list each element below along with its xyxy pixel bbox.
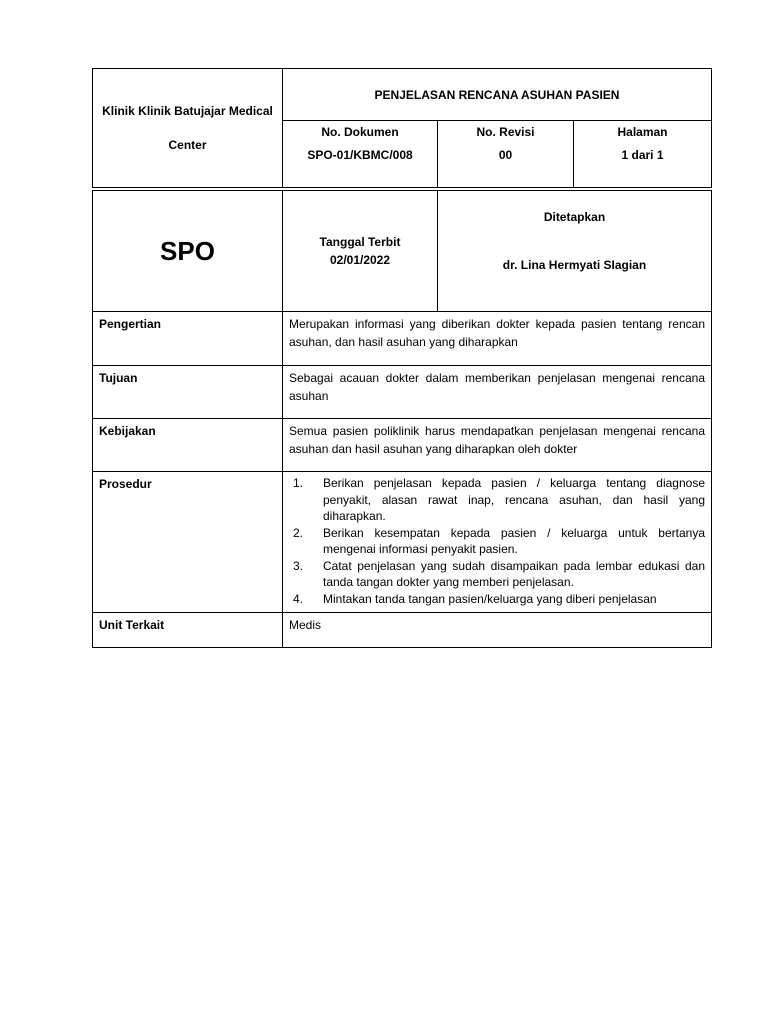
spo-table [92, 190, 712, 648]
step-number: 2. [293, 525, 304, 540]
row-prosedur [93, 472, 712, 613]
step-text: Berikan penjelasan kepada pasien / keluarga tentang diagnose penyakit, alasan rawat inap, rencana asuhan, dan hasil yang diharapkan. [323, 476, 705, 523]
clinic-name-text: Klinik Klinik Batujajar Medical Center [102, 104, 273, 152]
kebijakan-text: Semua pasien poliklinik harus mendapatkan penjelasan mengenai rencana asuhan dan hasil asuhan yang diharapkan oleh dokter [283, 419, 712, 472]
kebijakan-label: Kebijakan [93, 419, 283, 472]
prosedur-step [289, 525, 705, 558]
document-header-table [92, 68, 712, 188]
prosedur-steps [283, 472, 712, 613]
pengertian-text: Merupakan informasi yang diberikan dokter kepada pasien tentang rencan asuhan, dan hasil asuhan yang diharapkan [283, 312, 712, 366]
halaman-label: Halaman [617, 125, 668, 139]
no-dokumen-value: SPO-01/KBMC/008 [307, 148, 413, 162]
prosedur-list [289, 475, 705, 607]
no-dokumen-cell [283, 121, 438, 188]
step-text: Berikan kesempatan kepada pasien / keluarga untuk bertanya mengenai informasi penyakit pasien. [323, 525, 705, 556]
signatory-name: dr. Lina Hermyati SIagian [502, 258, 647, 272]
step-text: Mintakan tanda tangan pasien/keluarga yang diberi penjelasan [323, 591, 657, 606]
row-kebijakan [93, 419, 712, 472]
step-number: 3. [293, 558, 304, 573]
spo-label: SPO [93, 191, 283, 312]
row-pengertian [93, 312, 712, 366]
unit-terkait-text: Medis [283, 613, 712, 648]
prosedur-label: Prosedur [93, 472, 283, 613]
tujuan-text: Sebagai acauan dokter dalam memberikan penjelasan mengenai rencana asuhan [283, 366, 712, 419]
tanggal-terbit-value: 02/01/2022 [329, 253, 391, 267]
no-revisi-value: 00 [498, 148, 513, 162]
halaman-value: 1 dari 1 [621, 148, 664, 162]
ditetapkan-label: Ditetapkan [543, 210, 606, 224]
prosedur-step [289, 558, 705, 591]
pengertian-label: Pengertian [93, 312, 283, 366]
tanggal-terbit-label: Tanggal Terbit [319, 235, 401, 249]
clinic-name [93, 69, 283, 188]
no-dokumen-label: No. Dokumen [321, 125, 399, 139]
halaman-cell [574, 121, 712, 188]
no-revisi-cell [438, 121, 574, 188]
document-title: PENJELASAN RENCANA ASUHAN PASIEN [283, 69, 712, 121]
tujuan-label: Tujuan [93, 366, 283, 419]
row-unit-terkait [93, 613, 712, 648]
step-text: Catat penjelasan yang sudah disampaikan pada lembar edukasi dan tanda tangan dokter yang memberi penjelasan. [323, 558, 705, 589]
tanggal-terbit-cell [283, 191, 438, 312]
prosedur-step [289, 591, 705, 608]
step-number: 1. [293, 476, 304, 490]
step-number: 4. [293, 591, 304, 606]
unit-terkait-label: Unit Terkait [93, 613, 283, 648]
no-revisi-label: No. Revisi [476, 125, 535, 139]
row-tujuan [93, 366, 712, 419]
ditetapkan-cell [438, 191, 712, 312]
prosedur-step [289, 475, 705, 525]
